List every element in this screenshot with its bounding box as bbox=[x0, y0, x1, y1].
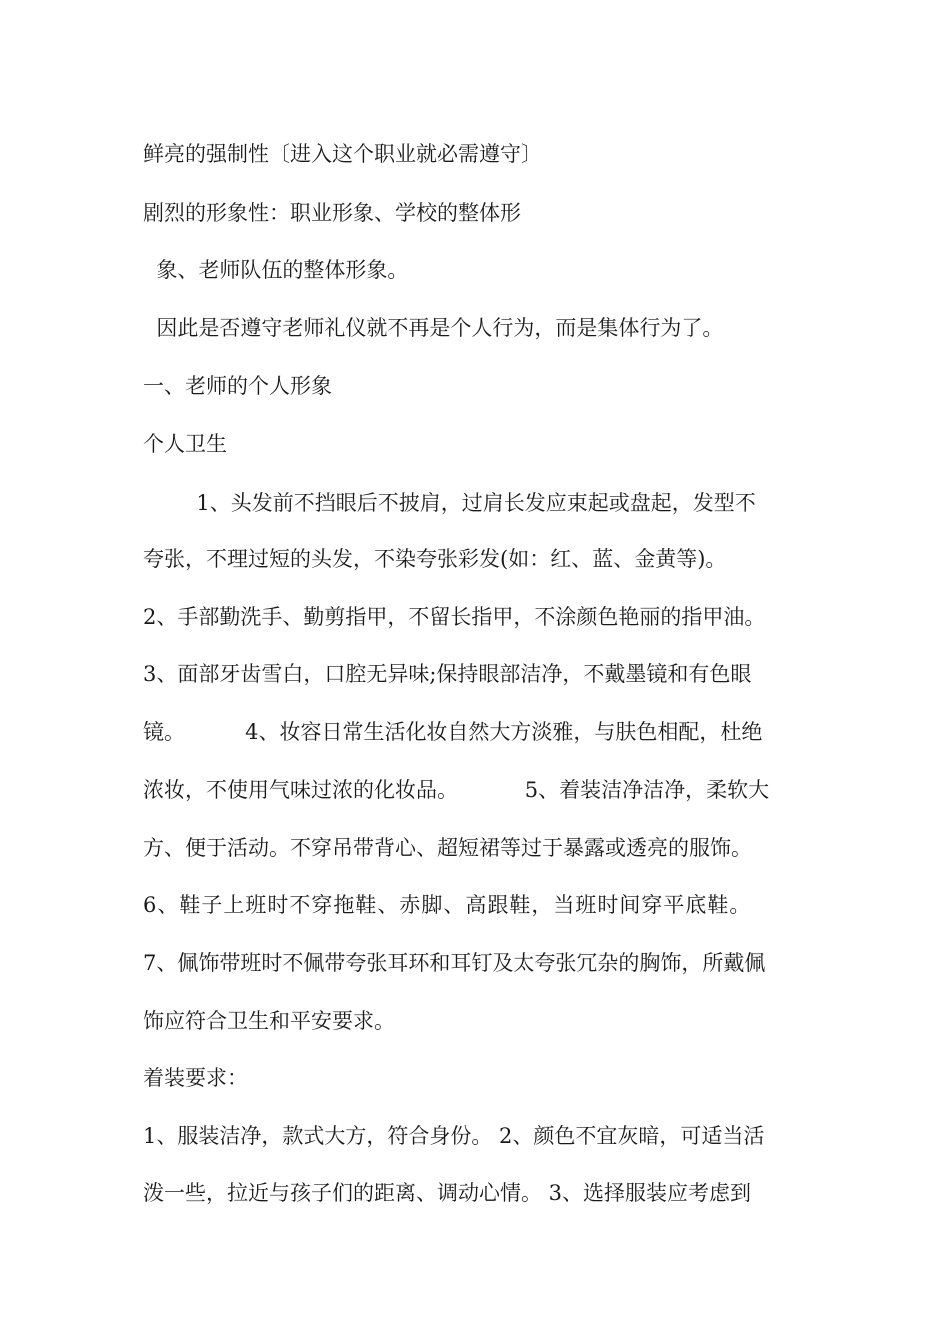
subsection-heading: 着装要求： bbox=[143, 1066, 248, 1090]
text-line: 饰应符合卫生和平安要求。 bbox=[143, 1009, 395, 1033]
text-line: 3、面部牙齿雪白，口腔无异味;保持眼部洁净，不戴墨镜和有色眼 bbox=[143, 662, 752, 686]
text-line: 浓妆，不使用气味过浓的化妆品。 5、着装洁净洁净，柔软大 bbox=[143, 778, 770, 802]
text-line: 1、头发前不挡眼后不披肩，过肩长发应束起或盘起，发型不 bbox=[143, 491, 756, 515]
text-line: 夸张，不理过短的头发，不染夸张彩发(如：红、蓝、金黄等)。 bbox=[143, 547, 727, 571]
text-line: 1、服装洁净，款式大方，符合身份。 2、颜色不宜灰暗，可适当活 bbox=[143, 1124, 765, 1148]
text-line: 因此是否遵守老师礼仪就不再是个人行为，而是集体行为了。 bbox=[143, 316, 724, 340]
text-line: 鲜亮的强制性〔进入这个职业就必需遵守〕 bbox=[143, 142, 542, 166]
text-line: 象、老师队伍的整体形象。 bbox=[143, 258, 409, 282]
text-line: 2、手部勤洗手、勤剪指甲，不留长指甲，不涂颜色艳丽的指甲油。 bbox=[143, 605, 766, 629]
text-line: 泼一些，拉近与孩子们的距离、调动心情。 3、选择服装应考虑到 bbox=[143, 1181, 752, 1205]
text-line: 7、佩饰带班时不佩带夸张耳环和耳钉及太夸张冗杂的胸饰，所戴佩 bbox=[143, 951, 766, 975]
text-line: 镜。 4、妆容日常生活化妆自然大方淡雅，与肤色相配，杜绝 bbox=[143, 720, 763, 744]
text-line: 剧烈的形象性：职业形象、学校的整体形 bbox=[143, 201, 521, 225]
text-line: 方、便于活动。不穿吊带背心、超短裙等过于暴露或透亮的服饰。 bbox=[143, 836, 752, 860]
section-heading: 一、老师的个人形象 bbox=[143, 374, 332, 398]
text-line: 6、鞋子上班时不穿拖鞋、赤脚、高跟鞋，当班时间穿平底鞋。 bbox=[143, 893, 752, 917]
subsection-heading: 个人卫生 bbox=[143, 432, 227, 456]
